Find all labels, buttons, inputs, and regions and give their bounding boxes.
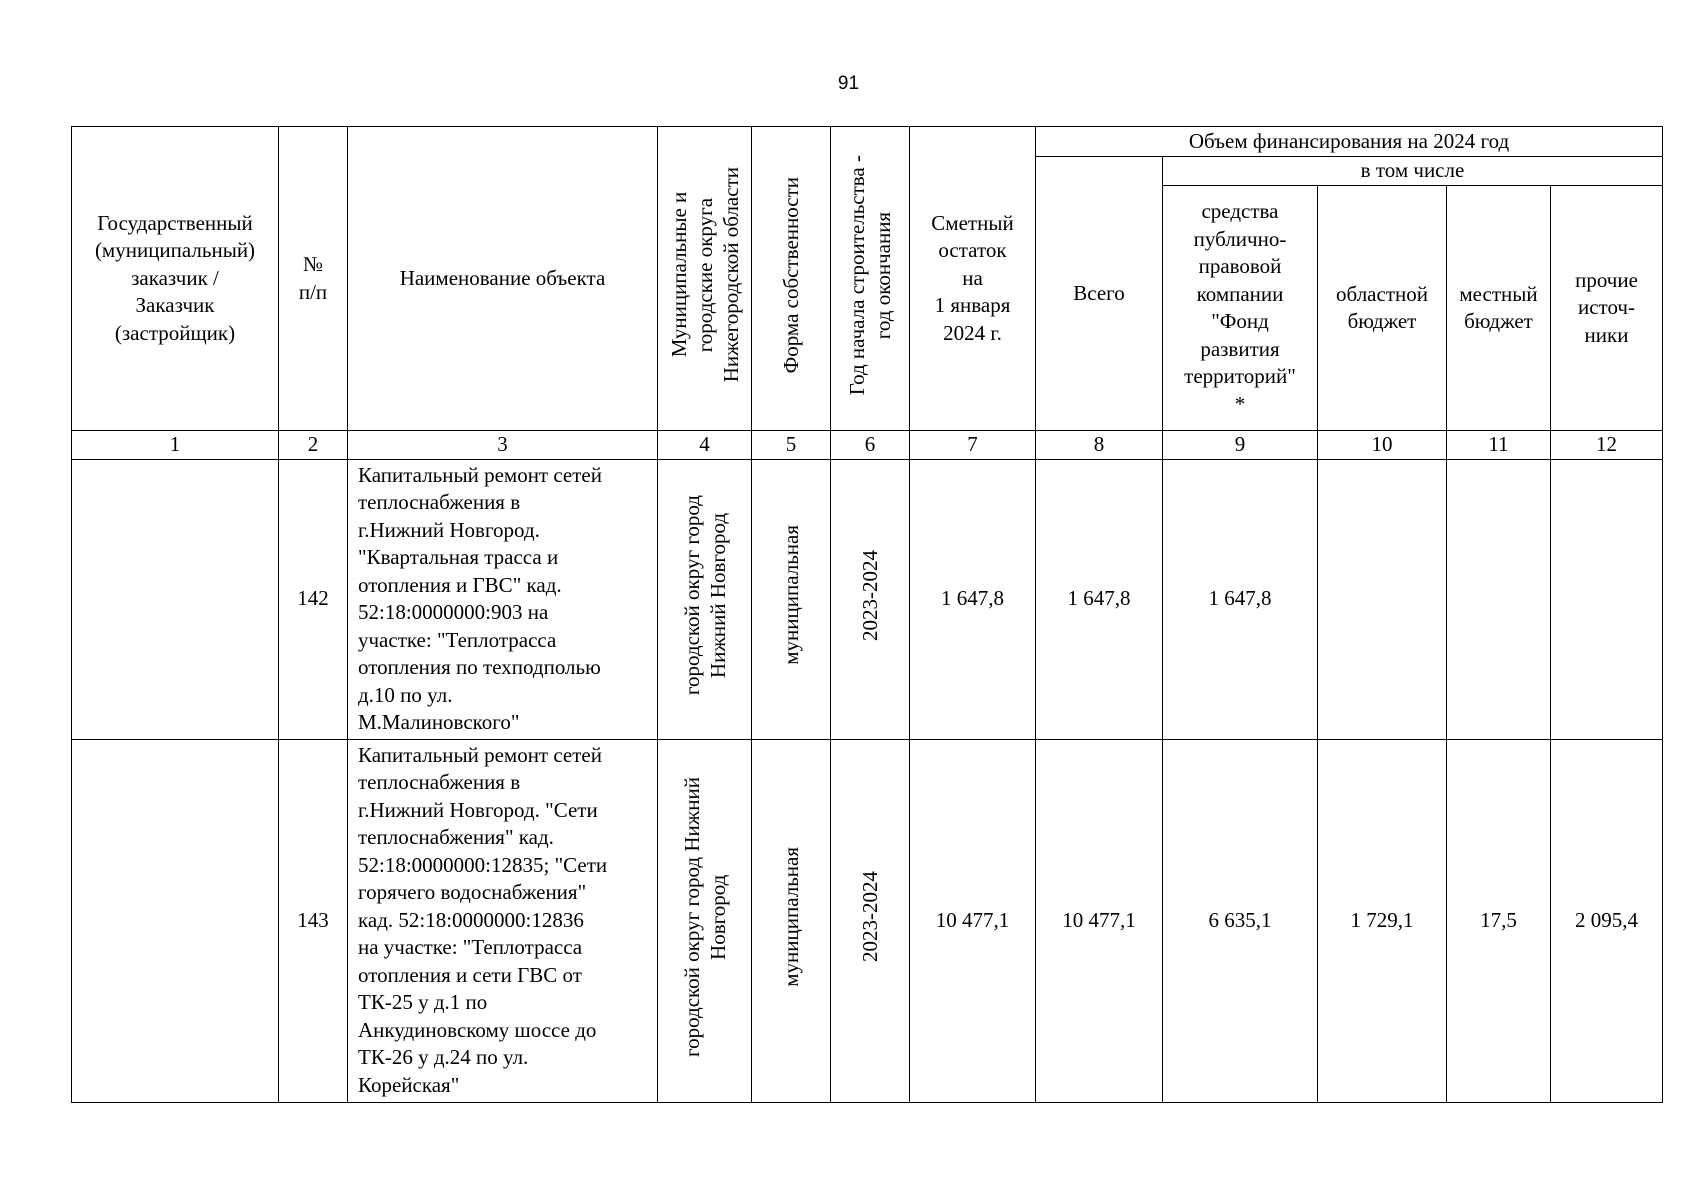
local-budget-value: 17,5: [1447, 739, 1551, 1102]
column-number: 10: [1318, 431, 1447, 460]
column-number: 2: [279, 431, 348, 460]
header-district: Муниципальные и городские округа Нижегородской области: [666, 167, 743, 383]
years-cell: [831, 459, 910, 739]
header-district-cell: [658, 127, 752, 431]
ownership-text: муниципальная: [779, 846, 803, 987]
district-text: городской округ город Нижний Новгород: [679, 776, 730, 1057]
header-including: в том числе: [1163, 157, 1663, 186]
column-number: 12: [1551, 431, 1663, 460]
header-years: Год начала строительства - год окончания: [845, 154, 895, 395]
object-name: Капитальный ремонт сетей теплоснабжения в г.Нижний Новгород. "Квартальная трасса и отопления и ГВС" кад. 52:18:0000000:903 на участке: "Теплотрасса отопления по техподполью д.10 по ул. М.Малиновского": [348, 459, 658, 739]
other-sources-value: [1551, 459, 1663, 739]
estimated-balance-value: 1 647,8: [910, 459, 1036, 739]
header-number: № п/п: [279, 127, 348, 431]
header-total: Всего: [1036, 157, 1163, 431]
header-customer: Государственный (муниципальный) заказчик / Заказчик (застройщик): [72, 127, 279, 431]
column-number: 6: [831, 431, 910, 460]
territory-fund-value: 1 647,8: [1163, 459, 1318, 739]
territory-fund-value: 6 635,1: [1163, 739, 1318, 1102]
header-estimated-balance: Сметный остаток на 1 января 2024 г.: [910, 127, 1036, 431]
district-text: городской округ город Нижний Новгород: [679, 495, 730, 696]
header-funding: Объем финансирования на 2024 год: [1036, 127, 1663, 157]
column-numbers-row: [72, 431, 1663, 460]
header-territory-fund: средства публично- правовой компании "Фонд развития территорий" *: [1163, 186, 1318, 431]
header-regional-budget: областной бюджет: [1318, 186, 1447, 431]
header-ownership-cell: [752, 127, 831, 431]
local-budget-value: [1447, 459, 1551, 739]
ownership-text: муниципальная: [779, 525, 803, 666]
row-number: 143: [279, 739, 348, 1102]
district-cell: [658, 459, 752, 739]
column-number: 5: [752, 431, 831, 460]
header-object-name: Наименование объекта: [348, 127, 658, 431]
ownership-cell: [752, 459, 831, 739]
total-value: 10 477,1: [1036, 739, 1163, 1102]
header-other-sources: прочие источ- ники: [1551, 186, 1663, 431]
table-row: [72, 739, 1663, 1102]
header-ownership: Форма собственности: [779, 176, 803, 373]
header-local-budget: местный бюджет: [1447, 186, 1551, 431]
column-number: 4: [658, 431, 752, 460]
table-row: [72, 459, 1663, 739]
customer-cell: [72, 739, 279, 1102]
years-text: 2023-2024: [858, 871, 882, 963]
years-cell: [831, 739, 910, 1102]
ownership-cell: [752, 739, 831, 1102]
column-number: 11: [1447, 431, 1551, 460]
total-value: 1 647,8: [1036, 459, 1163, 739]
other-sources-value: 2 095,4: [1551, 739, 1663, 1102]
estimated-balance-value: 10 477,1: [910, 739, 1036, 1102]
page-number: 91: [837, 73, 860, 94]
object-name: Капитальный ремонт сетей теплоснабжения в г.Нижний Новгород. "Сети теплоснабжения" кад. 52:18:0000000:12835; "Сети горячего водоснабжения" кад. 52:18:0000000:12836 на участке: "Теплотрасса отопления и сети ГВС от ТК-25 у д.1 по Анкудиновскому шоссе до ТК-26 у д.24 по ул. Корейская": [348, 739, 658, 1102]
customer-cell: [72, 459, 279, 739]
column-number: 1: [72, 431, 279, 460]
regional-budget-value: 1 729,1: [1318, 739, 1447, 1102]
row-number: 142: [279, 459, 348, 739]
header-years-cell: [831, 127, 910, 431]
header-row-1: [72, 127, 1663, 157]
column-number: 8: [1036, 431, 1163, 460]
years-text: 2023-2024: [858, 549, 882, 641]
regional-budget-value: [1318, 459, 1447, 739]
district-cell: [658, 739, 752, 1102]
column-number: 3: [348, 431, 658, 460]
column-number: 7: [910, 431, 1036, 460]
column-number: 9: [1163, 431, 1318, 460]
financing-table: [71, 126, 1663, 1103]
